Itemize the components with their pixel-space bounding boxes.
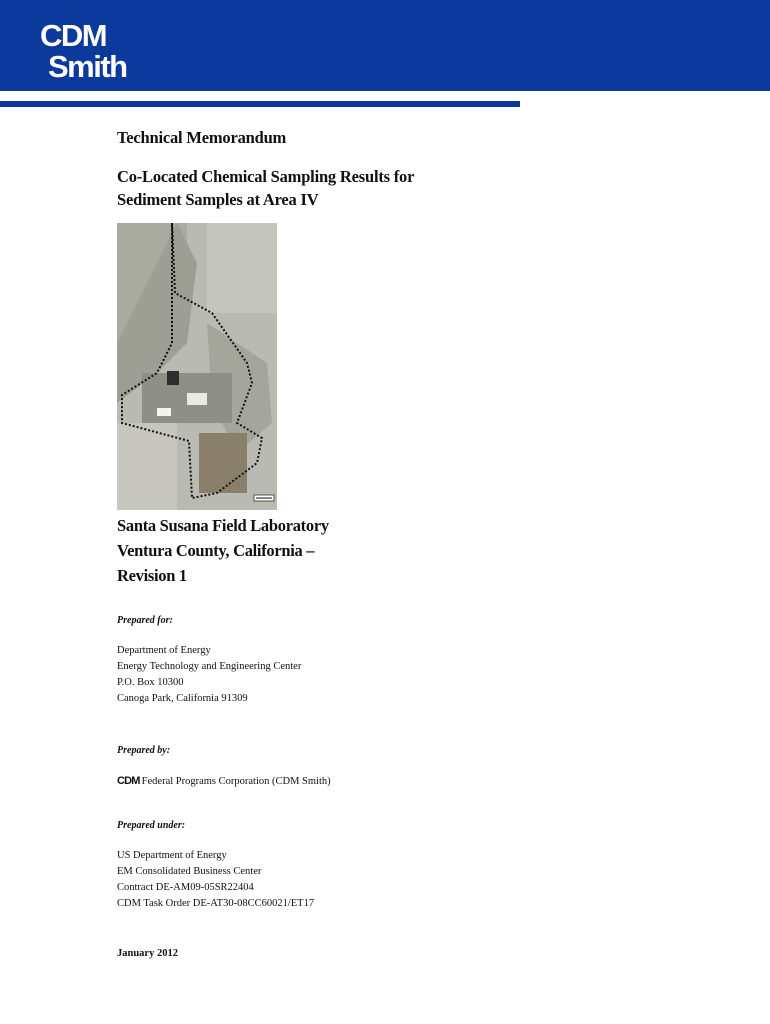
subject-line: Sediment Samples at Area IV <box>117 190 319 209</box>
contract-line: Contract DE-AM09-05SR22404 <box>117 882 254 893</box>
prepared-under-label: Prepared under: <box>117 820 186 831</box>
prepared-for-label: Prepared for: <box>117 615 173 626</box>
prepared-by-label: Prepared by: <box>117 745 171 756</box>
prepared-for-section <box>117 613 537 707</box>
logo-line-1: CDM <box>40 18 107 53</box>
contract-line: EM Consolidated Business Center <box>117 866 262 877</box>
address-line: P.O. Box 10300 <box>117 677 184 688</box>
document-type: Technical Memorandum <box>117 128 287 147</box>
address-line: Canoga Park, California 91309 <box>117 693 248 704</box>
prepared-by-text: Federal Programs Corporation (CDM Smith) <box>141 776 331 787</box>
prepared-by-line <box>117 773 537 790</box>
publication-date: January 2012 <box>117 948 178 959</box>
aerial-site-map <box>117 223 277 510</box>
prepared-under-section <box>117 818 537 912</box>
subject-line: Co-Located Chemical Sampling Results for <box>117 167 415 186</box>
site-block <box>117 513 517 588</box>
header-rule <box>0 101 520 107</box>
aerial-photo-graphic <box>117 223 277 510</box>
site-location: Ventura County, California – <box>117 541 315 560</box>
contract-line: US Department of Energy <box>117 850 227 861</box>
revision: Revision 1 <box>117 566 187 585</box>
title-block <box>117 128 517 211</box>
contract-line: CDM Task Order DE-AT30-08CC60021/ET17 <box>117 898 315 909</box>
address-line: Department of Energy <box>117 645 211 656</box>
cdm-smith-logo <box>40 20 126 82</box>
prepared-by-section <box>117 743 537 790</box>
site-name: Santa Susana Field Laboratory <box>117 516 329 535</box>
document-subject <box>117 165 517 211</box>
logo-line-2: Smith <box>48 49 127 84</box>
address-line: Energy Technology and Engineering Center <box>117 661 302 672</box>
date-section <box>117 946 537 962</box>
cdm-logo-inline: CDM <box>117 775 140 787</box>
